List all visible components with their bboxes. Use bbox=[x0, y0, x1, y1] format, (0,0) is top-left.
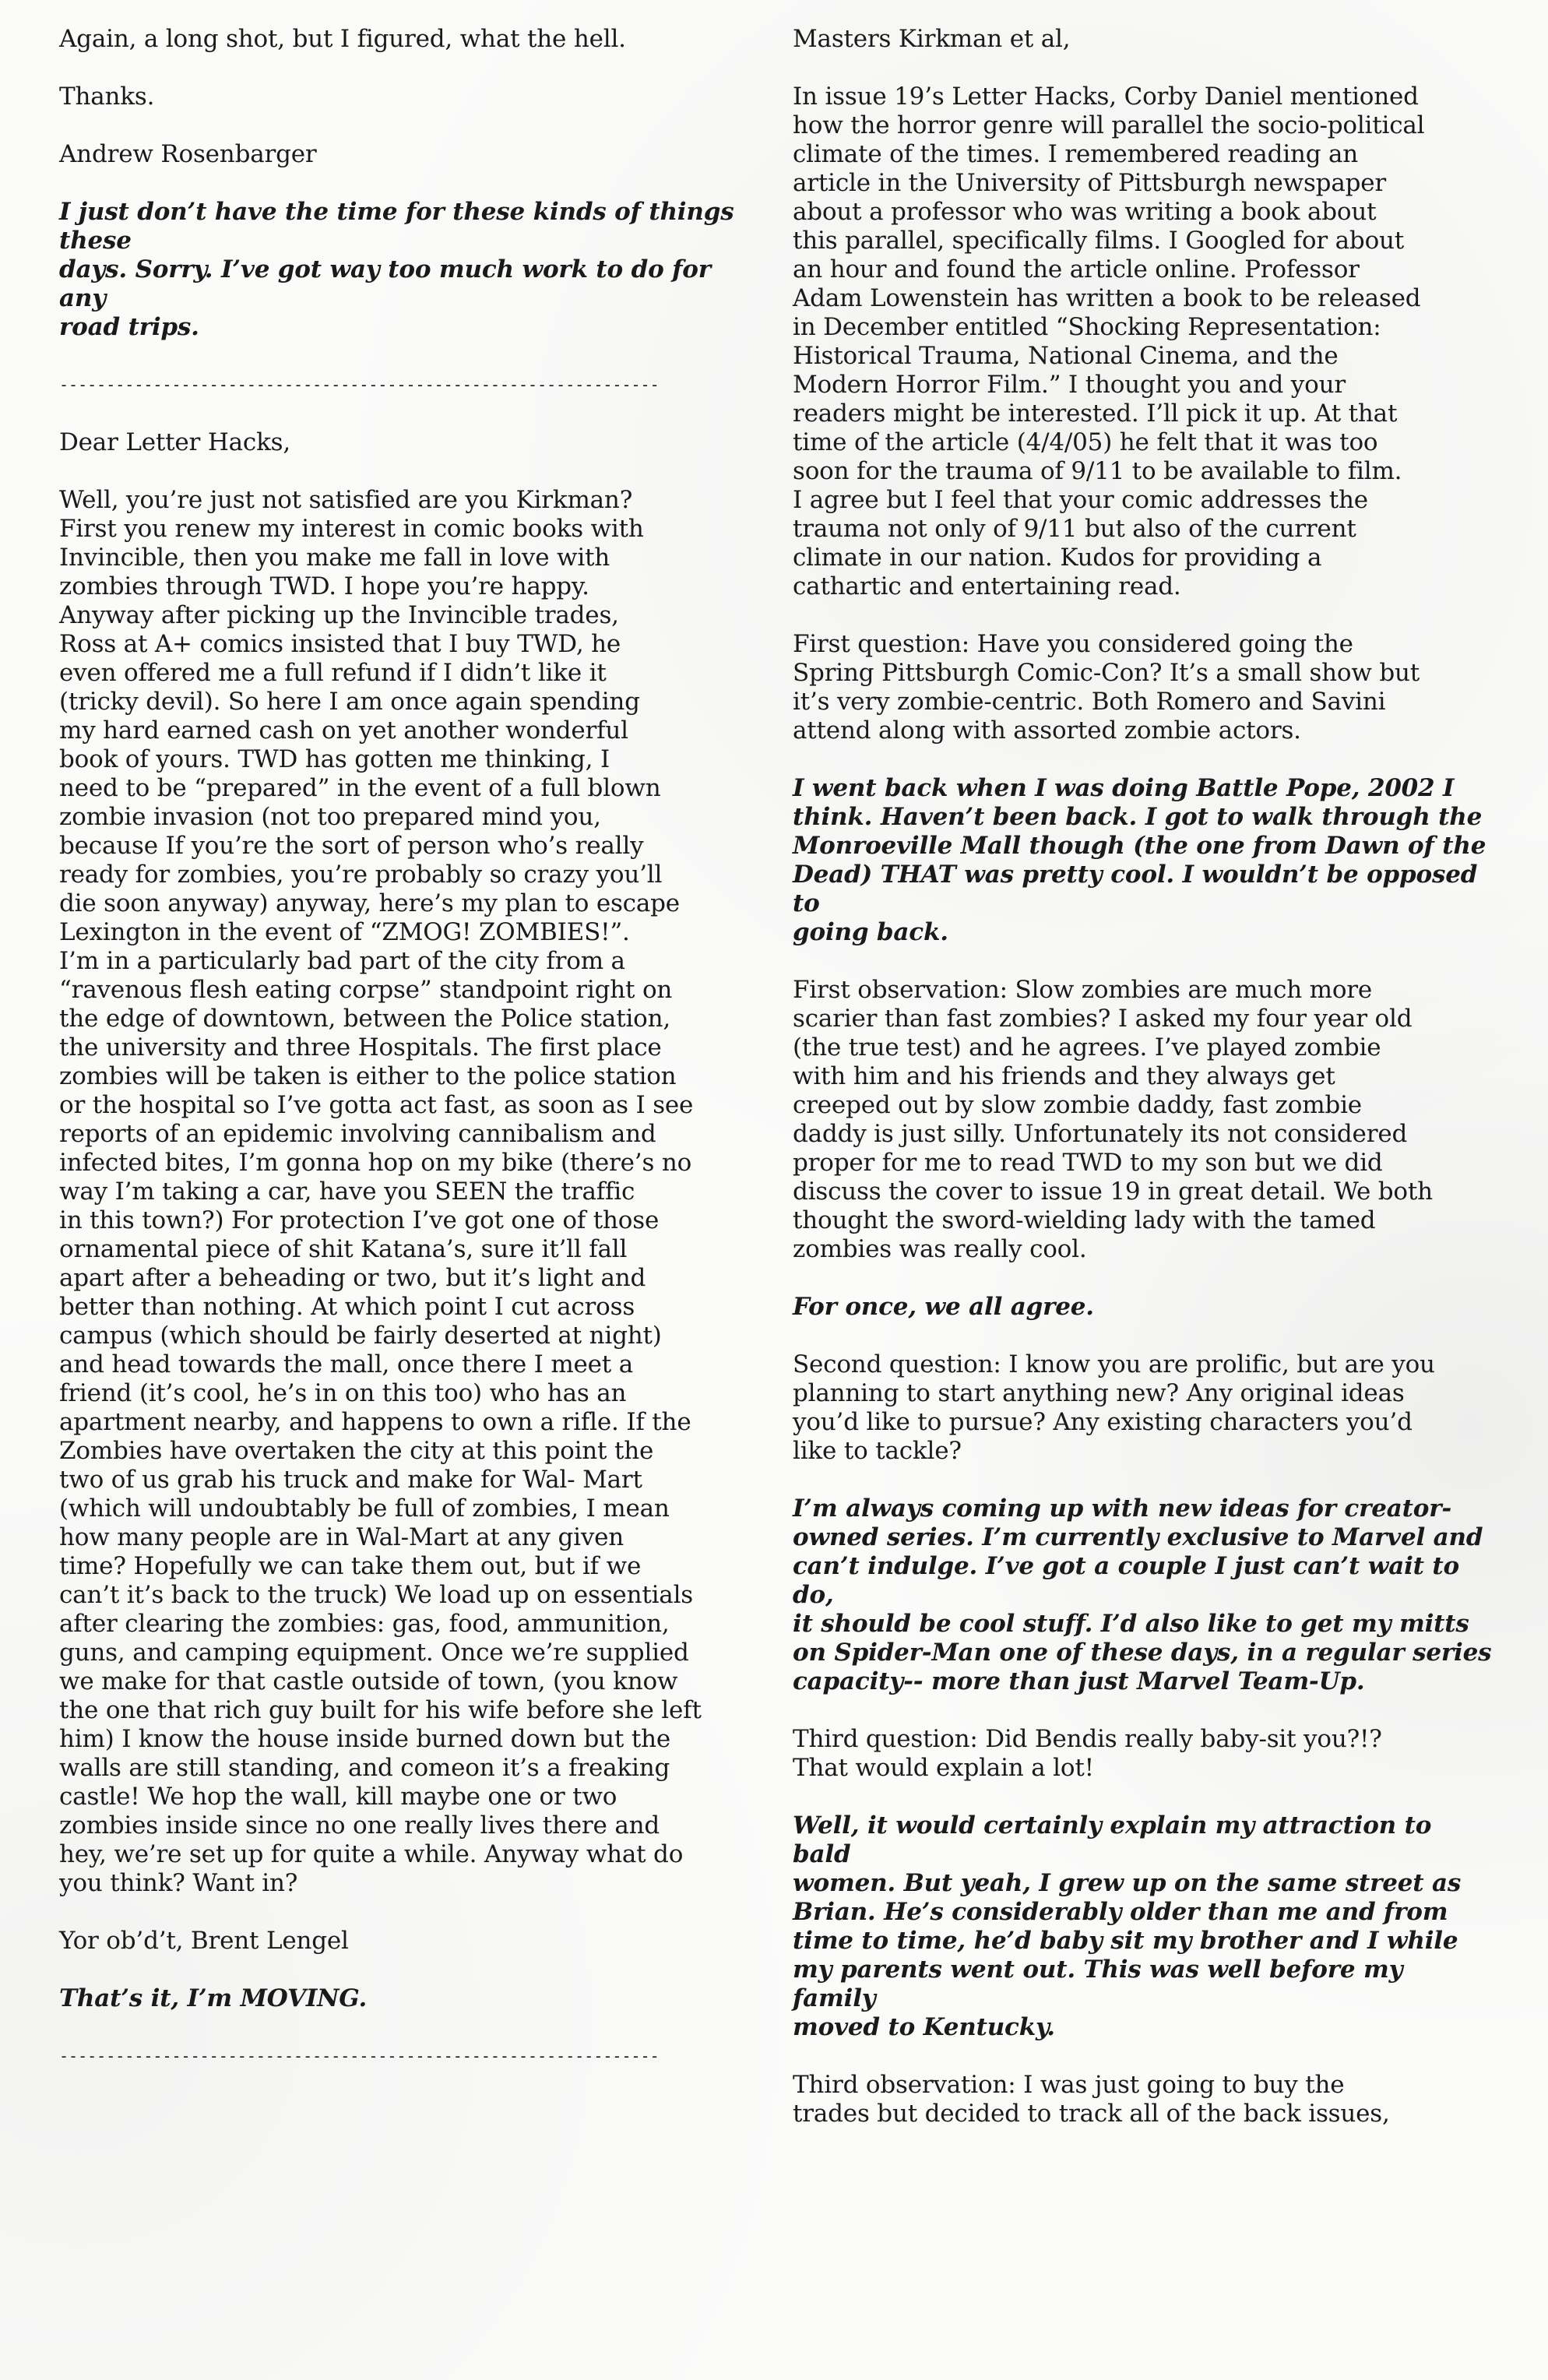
letter-signature: Yor ob’d’t, Brent Lengel bbox=[59, 1927, 349, 1955]
letter-signature: Andrew Rosenbarger bbox=[59, 140, 317, 168]
letter-body: In issue 19’s Letter Hacks, Corby Daniel mentioned how the horror genre will parallel the socio-political climate of the times. I remembered reading an article in the University of Pittsburgh newspaper about a professor who was writing a book about this parallel, specifically films. I Googled for about an hour and found the article online. Professor Adam Lowenstein has written a book to be released in December entitled “Shocking Representation: Historical Trauma, National Cinema, and the Modern Horror Film.” I thought you and your readers might be interested. I’ll pick it up. At that time of the article (4/4/05) he felt that it was too soon for the trauma of 9/11 to be available to film. I agree but I feel that your comic addresses the trauma not only of 9/11 but also of the current climate in our nation. Kudos for providing a cathartic and entertaining read. bbox=[793, 83, 1425, 600]
letter-observation: First observation: Slow zombies are much more scarier than fast zombies? I asked my four year old (the true test) and he agrees. I’ve played zombie with him and his friends and they always get creeped out by slow zombie daddy, fast zombie daddy is just silly. Unfortunately its not considered proper for me to read TWD to my son but we did discuss the cover to issue 19 in great detail. We both thought the sword-wielding lady with the tamed zombies was really cool. bbox=[793, 976, 1433, 1263]
letter-question: First question: Have you considered going the Spring Pittsburgh Comic-Con? It’s a small show but it’s very zombie-centric. Both Romero and Savini attend along with assorted zombie actors. bbox=[793, 630, 1420, 745]
letter-question: Third question: Did Bendis really baby-sit you?!? That would explain a lot! bbox=[793, 1725, 1382, 1782]
letter-question: Second question: I know you are prolific, but are you planning to start anything new? Any original ideas you’d like to pursue? Any existing characters you’d like to tackle? bbox=[793, 1350, 1435, 1465]
letter-observation: Third observation: I was just going to buy the trades but decided to track all of the back issues, bbox=[793, 2071, 1390, 2128]
editor-reply: Well, it would certainly explain my attraction to bald women. But yeah, I grew up on the same street as Brian. He’s considerably older than me and from time to time, he’d baby sit my brother and I while my parents went out. This was well before my family moved to Kentucky. bbox=[793, 1811, 1462, 2041]
editor-reply: I just don’t have the time for these kinds of things these days. Sorry. I’ve got way too much work to do for any road trips. bbox=[59, 198, 734, 341]
section-divider: ---------------------------------------------------------------- bbox=[59, 2047, 660, 2065]
editor-reply: That’s it, I’m MOVING. bbox=[59, 1984, 368, 2012]
editor-reply: I went back when I was doing Battle Pope, 2002 I think. Haven’t been back. I got to walk through the Monroeville Mall though (the one from Dawn of the Dead) THAT was pretty cool. I wouldn’t be opposed to going back. bbox=[793, 774, 1486, 946]
letter-salutation: Masters Kirkman et al, bbox=[793, 25, 1071, 53]
letter-closing-line: Again, a long shot, but I figured, what the hell. bbox=[59, 25, 626, 53]
letter-thanks: Thanks. bbox=[59, 83, 155, 111]
letter-body: Well, you’re just not satisfied are you Kirkman? First you renew my interest in comic books with Invincible, then you make me fall in love with zombies through TWD. I hope you’re happy. Anyway after picking up the Invincible trades, Ross at A+ comics insisted that I buy TWD, he even offered me a full refund if I didn’t like it (tricky devil). So here I am once again spending my hard earned cash on yet another wonderful book of yours. TWD has gotten me thinking, I need to be “prepared” in the event of a full blown zombie invasion (not too prepared mind you, because If you’re the sort of person who’s really ready for zombies, you’re probably so crazy you’ll die soon anyway) anyway, here’s my plan to escape Lexington in the event of “ZMOG! ZOMBIES!”. I’m in a particularly bad part of the city from a “ravenous flesh eating corpse” standpoint right on the edge of downtown, between the Police station, the university and three Hospitals. The first place zombies will be taken is either to the police station or the hospital so I’ve gotta act fast, as soon as I see reports of an epidemic involving cannibalism and infected bites, I’m gonna hop on my bike (there’s no way I’m taking a car, have you SEEN the traffic in this town?) For protection I’ve got one of those ornamental piece of shit Katana’s, sure it’ll fall apart after a beheading or two, but it’s light and better than nothing. At which point I cut across campus (which should be fairly deserted at night) and head towards the mall, once there I meet a friend (it’s cool, he’s in on this too) who has an apartment nearby, and happens to own a rifle. If the Zombies have overtaken the city at this point the two of us grab his truck and make for Wal- Mart (which will undoubtably be full of zombies, I mean how many people are in Wal-Mart at any given time? Hopefully we can take them out, but if we can’t it’s back to the truck) We load up on essentials after clearing the zombies: gas, food, ammunition, guns, and camping equipment. Once we’re supplied we make for that castle outside of town, (you know the one that rich guy built for his wife before she left him) I know the house inside burned down but the walls are still standing, and comeon it’s a freaking castle! We hop the wall, kill maybe one or two zombies inside since no one really lives there and hey, we’re set up for quite a while. Anyway what do you think? Want in? bbox=[59, 486, 702, 1897]
letter-salutation: Dear Letter Hacks, bbox=[59, 428, 291, 456]
left-column bbox=[59, 25, 760, 2100]
editor-reply: I’m always coming up with new ideas for creator- owned series. I’m currently exclusive to Marvel and can’t indulge. I’ve got a couple I just can’t wait to do, it should be cool stuff. I’d also like to get my mitts on Spider-Man one of these days, in a regular series capacity-- more than just Marvel Team-Up. bbox=[793, 1495, 1492, 1695]
right-column bbox=[793, 25, 1493, 2157]
editor-reply: For once, we all agree. bbox=[793, 1293, 1094, 1321]
section-divider: ---------------------------------------------------------------- bbox=[59, 375, 660, 394]
